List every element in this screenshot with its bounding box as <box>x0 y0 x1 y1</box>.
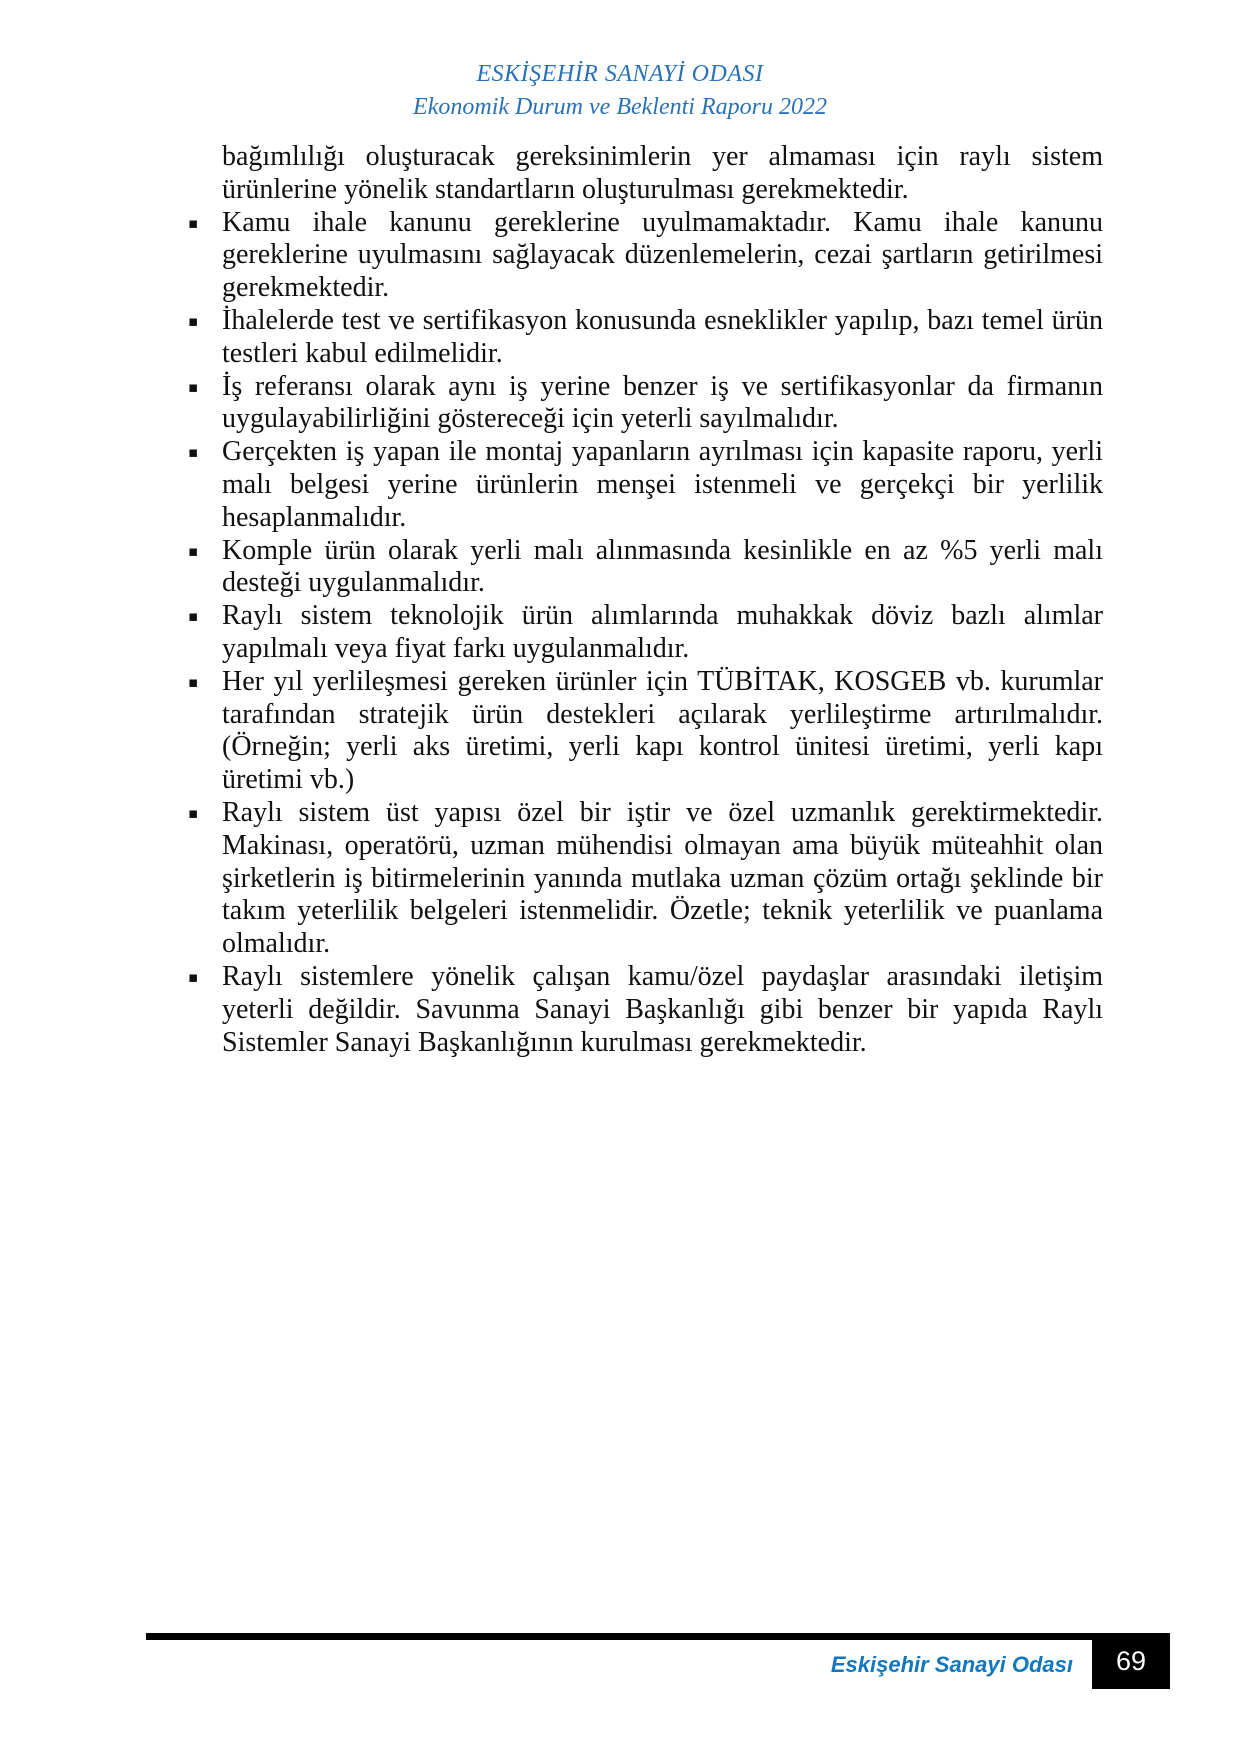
bullet-square-icon: ▪ <box>188 377 199 396</box>
list-item-text: Her yıl yerlileşmesi gereken ürünler için TÜBİTAK, KOSGEB vb. kurumlar tarafından stratejik ürün destekleri açılarak yerlileştirme artırılmalıdır. (Örneğin; yerli aks üretimi, yerli kapı kontrol ünitesi üretimi, yerli kapı üretimi vb.) <box>222 665 1103 796</box>
list-item-text: İhalelerde test ve sertifikasyon konusunda esneklikler yapılıp, bazı temel ürün testleri kabul edilmelidir. <box>222 304 1103 369</box>
bullet-square-icon: ▪ <box>188 607 199 626</box>
list-item <box>188 436 1103 534</box>
bullet-square-icon: ▪ <box>188 311 199 330</box>
list-item <box>188 535 1103 601</box>
bullet-square-icon: ▪ <box>188 803 199 822</box>
list-item <box>188 797 1103 961</box>
report-org-title: ESKİŞEHİR SANAYİ ODASI <box>476 61 764 87</box>
page-number: 69 <box>1115 1645 1147 1676</box>
bullet-square-icon: ▪ <box>188 672 199 691</box>
list-item-text: İş referansı olarak aynı iş yerine benzer iş ve sertifikasyonlar da firmanın uygulayabilirliğini göstereceği için yeterli sayılmalıdır. <box>222 370 1103 435</box>
list-item-text: Raylı sistem teknolojik ürün alımlarında muhakkak döviz bazlı alımlar yapılmalı veya fiyat farkı uygulanmalıdır. <box>222 600 1103 664</box>
list-item <box>188 600 1103 666</box>
list-item <box>188 666 1103 797</box>
page-header <box>0 58 1240 124</box>
bullet-square-icon: ▪ <box>188 213 199 232</box>
bullet-square-icon: ▪ <box>188 443 199 462</box>
list-item <box>188 961 1103 1059</box>
list-item-text: Gerçekten iş yapan ile montaj yapanların ayrılması için kapasite raporu, yerli malı belgesi yerine ürünlerin menşei istenmeli ve gerçekçi bir yerlilik hesaplanmalıdır. <box>222 436 1103 533</box>
bullet-square-icon: ▪ <box>188 967 199 986</box>
list-item <box>188 207 1103 305</box>
page-number-badge <box>1092 1633 1170 1689</box>
list-item-text: Komple ürün olarak yerli malı alınmasında kesinlikle en az %5 yerli malı desteği uygulanmalıdır. <box>222 534 1103 599</box>
bullet-square-icon: ▪ <box>188 541 199 560</box>
report-subtitle: Ekonomik Durum ve Beklenti Raporu 2022 <box>413 94 827 120</box>
list-item-text: Raylı sistem üst yapısı özel bir iştir ve özel uzmanlık gerektirmektedir. Makinası, operatörü, uzman mühendisi olmayan ama büyük müteahhit olan şirketlerin iş bitirmelerinin yanında mutlaka uzman çözüm ortağı şeklinde bir takım yeterlilik belgeleri istenmelidir. Özetle; teknik yeterlilik ve puanlama olmalıdır. <box>222 796 1103 960</box>
footer-rule <box>146 1633 1170 1640</box>
paragraph-continuation: bağımlılığı oluşturacak gereksinimlerin yer almaması için raylı sistem ürünlerine yönelik standartların oluşturulması gerekmektedir. <box>222 141 1103 205</box>
list-item-text: Raylı sistemlere yönelik çalışan kamu/özel paydaşlar arasındaki iletişim yeterli değildir. Savunma Sanayi Başkanlığı gibi benzer bir yapıda Raylı Sistemler Sanayi Başkanlığının kurulması gerekmektedir. <box>222 960 1103 1058</box>
list-item-text: Kamu ihale kanunu gereklerine uyulmamaktadır. Kamu ihale kanunu gereklerine uyulmasını sağlayacak düzenlemelerin, cezai şartların getirilmesi gerekmektedir. <box>222 206 1103 304</box>
list-item <box>188 371 1103 437</box>
bullet-list <box>188 207 1103 1060</box>
list-item <box>188 305 1103 371</box>
footer-org-name: Eskişehir Sanayi Odası <box>830 1652 1073 1677</box>
body-content <box>188 141 1103 1059</box>
